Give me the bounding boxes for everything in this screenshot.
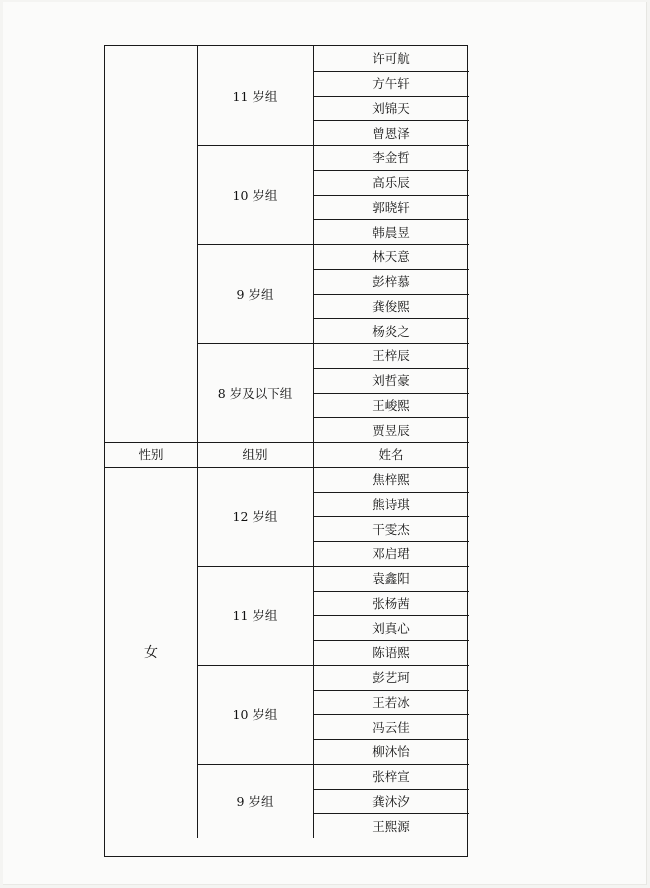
column-divider bbox=[197, 442, 198, 467]
gender-cell: 女 bbox=[144, 645, 158, 662]
group-cell: 11 岁组 bbox=[232, 88, 278, 104]
name-cell: 冯云佳 bbox=[372, 719, 410, 735]
column-divider bbox=[197, 46, 198, 442]
header-group: 组别 bbox=[242, 447, 268, 463]
name-cell: 许可航 bbox=[372, 51, 410, 67]
name-cell: 龚沐汐 bbox=[372, 793, 410, 809]
name-cell: 张杨茜 bbox=[372, 595, 410, 611]
header-gender: 性别 bbox=[138, 447, 164, 463]
name-cell: 熊诗琪 bbox=[372, 496, 410, 512]
name-cell: 王熙源 bbox=[372, 818, 410, 834]
name-cell: 彭艺珂 bbox=[372, 670, 410, 686]
name-cell: 刘真心 bbox=[372, 620, 410, 636]
column-divider bbox=[313, 467, 314, 838]
group-cell: 8 岁及以下组 bbox=[217, 385, 293, 401]
name-cell: 刘哲豪 bbox=[372, 373, 410, 389]
header-name: 姓名 bbox=[378, 447, 404, 463]
name-cell: 龚俊熙 bbox=[372, 298, 410, 314]
name-cell: 高乐辰 bbox=[372, 175, 410, 191]
name-cell: 曾恩泽 bbox=[372, 125, 410, 141]
name-cell: 林天意 bbox=[372, 249, 410, 265]
name-cell: 柳沐怡 bbox=[372, 744, 410, 760]
name-cell: 陈语熙 bbox=[372, 645, 410, 661]
column-divider bbox=[313, 46, 314, 442]
name-cell: 王梓辰 bbox=[372, 348, 410, 364]
name-cell: 张梓宣 bbox=[372, 769, 410, 785]
name-cell: 王峻熙 bbox=[372, 397, 410, 413]
name-cell: 郭晓轩 bbox=[372, 199, 410, 215]
name-cell: 刘锦天 bbox=[372, 100, 410, 116]
group-cell: 9 岁组 bbox=[236, 793, 274, 809]
name-cell: 彭梓慕 bbox=[372, 274, 410, 290]
name-cell: 方午轩 bbox=[372, 76, 410, 92]
name-cell: 袁鑫阳 bbox=[372, 571, 410, 587]
roster-table bbox=[104, 45, 468, 857]
group-cell: 11 岁组 bbox=[232, 608, 278, 624]
name-cell: 韩晨昱 bbox=[372, 224, 410, 240]
column-divider bbox=[313, 442, 314, 467]
group-cell: 10 岁组 bbox=[232, 707, 278, 723]
column-divider bbox=[197, 467, 198, 838]
group-cell: 12 岁组 bbox=[232, 509, 278, 525]
name-cell: 贾昱辰 bbox=[372, 422, 410, 438]
group-cell: 9 岁组 bbox=[236, 286, 274, 302]
group-cell: 10 岁组 bbox=[232, 187, 278, 203]
name-cell: 邓启珺 bbox=[372, 546, 410, 562]
name-cell: 王若冰 bbox=[372, 694, 410, 710]
name-cell: 干雯杰 bbox=[372, 521, 410, 537]
name-cell: 杨炎之 bbox=[372, 323, 410, 339]
name-cell: 焦梓熙 bbox=[372, 472, 410, 488]
name-cell: 李金哲 bbox=[372, 150, 410, 166]
